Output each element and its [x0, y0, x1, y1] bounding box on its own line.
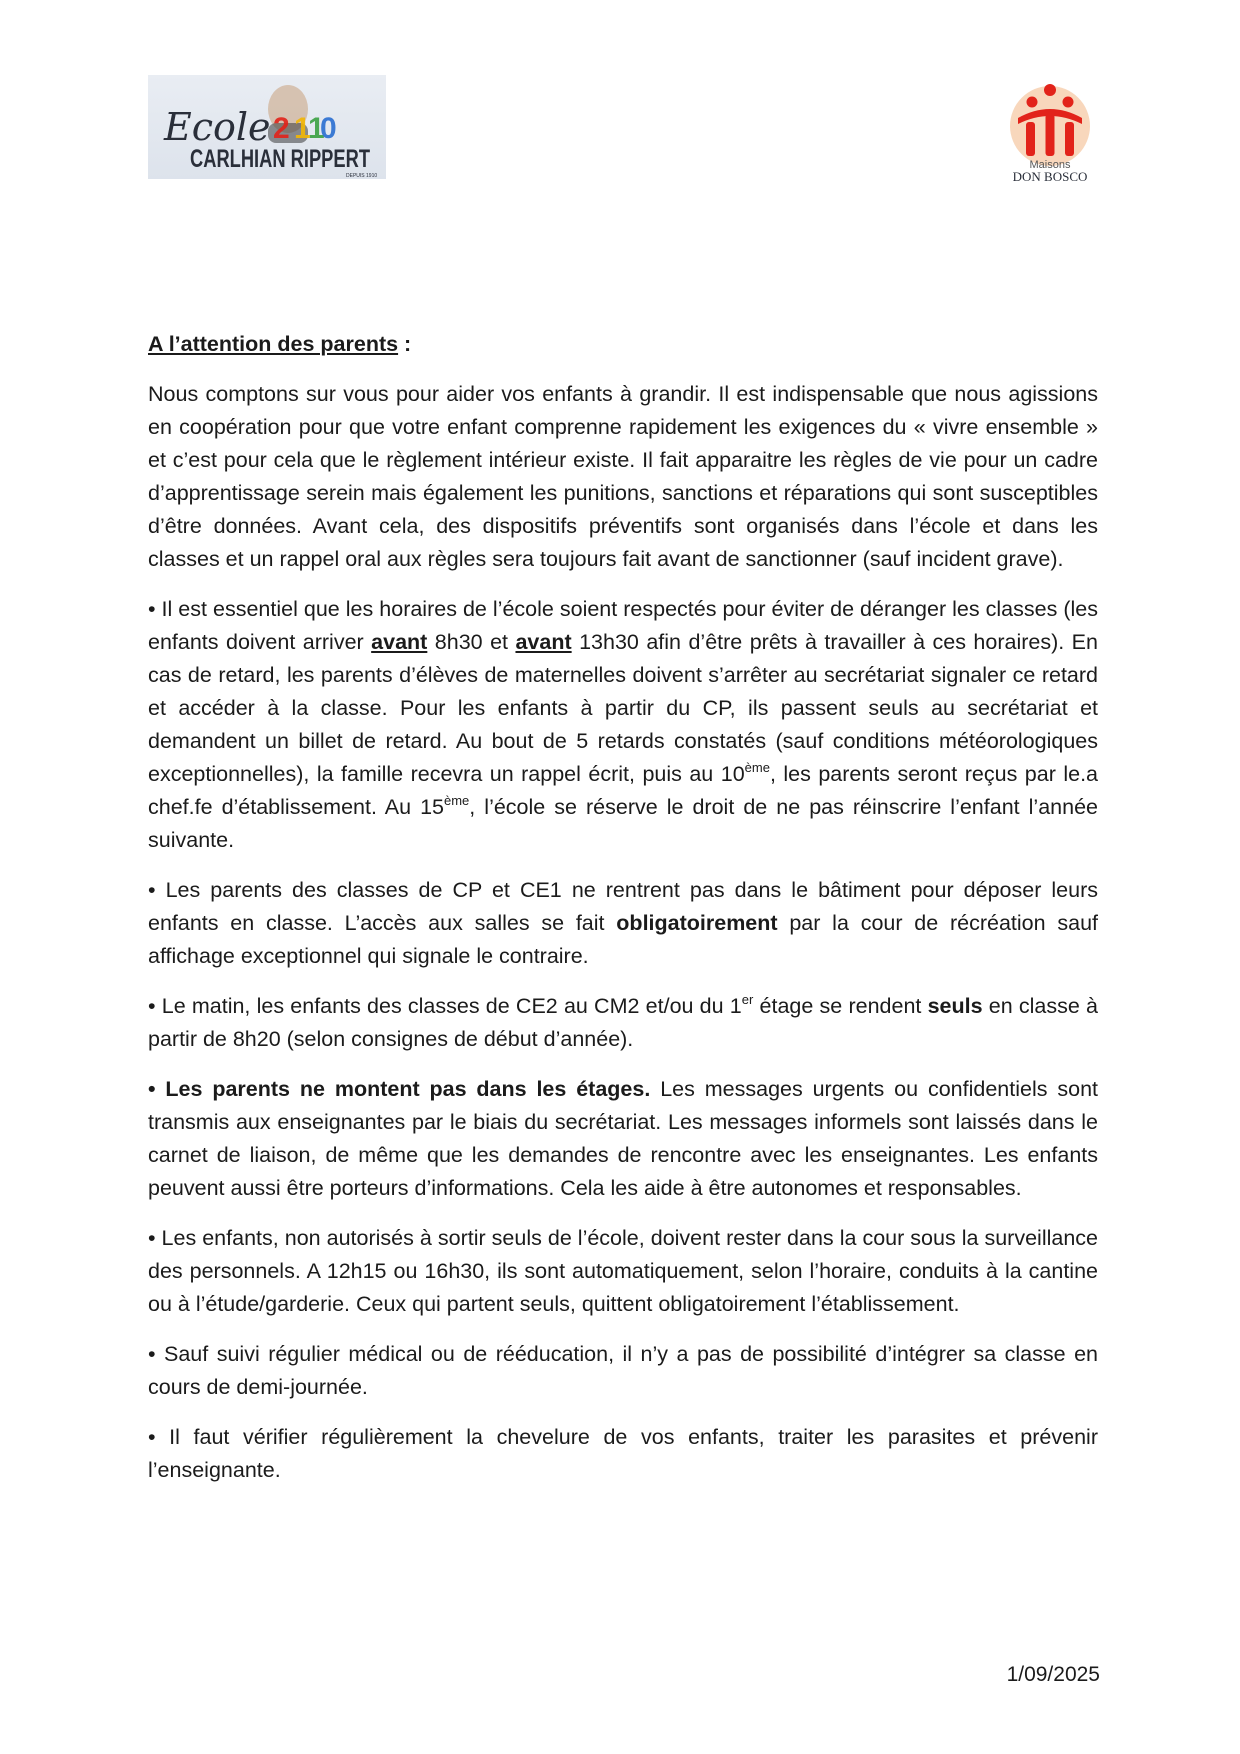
- rule-medical-paragraph: • Sauf suivi régulier médical ou de rééducation, il n’y a pas de possibilité d’intégrer sa classe en cours de demi-journée.: [148, 1342, 1098, 1399]
- logo-20-mark-2: 1: [294, 112, 311, 145]
- rule-horaires-avant-1: avant: [371, 630, 428, 654]
- figure-body-left: [1026, 122, 1035, 156]
- don-bosco-logo: [1000, 80, 1100, 185]
- figure-head-left: [1027, 97, 1038, 108]
- rule-matin-sup: er: [741, 992, 754, 1007]
- logo-script-text: Ecole: [164, 105, 271, 149]
- rule-matin-text-2: étage se rendent: [753, 994, 928, 1018]
- logo-20-mark-4: 0: [320, 112, 337, 145]
- rule-etages-text: Les messages urgents ou confidentiels sont transmis aux enseignantes par le biais du secrétariat. Les messages informels sont laissés dans le carnet de liaison, de même que les demandes de rencontre avec les enseignantes. Les enfants peuvent aussi être porteurs d’informations. Cela les aide à être autonomes et responsables.: [148, 1077, 1099, 1200]
- rule-horaires-sup-1: ème: [744, 760, 770, 775]
- rule-cp-ce1-paragraph: [148, 874, 1098, 973]
- logo-20-mark-3: 1: [308, 112, 325, 145]
- rule-cp-ce1-text-2: par la cour de récréation sauf affichage exceptionnel qui signale le contraire.: [148, 911, 1099, 968]
- logo-20-mark: 2: [273, 112, 290, 145]
- rule-etages-bold: • Les parents ne montent pas dans les étages.: [148, 1077, 651, 1101]
- figure-head-center: [1044, 84, 1056, 96]
- rule-sortie-paragraph: • Les enfants, non autorisés à sortir seuls de l’école, doivent rester dans la cour sous la surveillance des personnels. A 12h15 ou 16h30, ils sont automatiquement, selon l’horaire, conduits à la cantine ou à l’étude/garderie. Ceux qui partent seuls, quittent obligatoirement l’établissement.: [148, 1226, 1098, 1316]
- rule-matin-text-1: • Le matin, les enfants des classes de CE2 au CM2 et/ou du 1: [148, 994, 742, 1018]
- rule-etages-paragraph: [148, 1073, 1098, 1205]
- don-bosco-logo-graphic: [1000, 80, 1100, 185]
- logo-line1: Maisons: [1029, 159, 1071, 171]
- rule-chevelure-paragraph: • Il faut vérifier régulièrement la chevelure de vos enfants, traiter les parasites et prévenir l’enseignante.: [148, 1425, 1098, 1482]
- figure-body-right: [1065, 122, 1074, 156]
- figure-body-center: [1046, 114, 1055, 156]
- rule-horaires-paragraph: [148, 593, 1098, 857]
- rule-matin-bold: seuls: [927, 994, 983, 1018]
- rule-matin-paragraph: [148, 990, 1098, 1056]
- heading-text: A l’attention des parents: [148, 332, 399, 356]
- intro-paragraph: Nous comptons sur vous pour aider vos enfants à grandir. Il est indispensable que nous agissions en coopération pour que votre enfant comprenne rapidement les exigences du « vivre ensemble » et c’est pour cela que le règlement intérieur existe. Il fait apparaitre les règles de vie pour un cadre d’apprentissage serein mais également les punitions, sanctions et réparations qui sont susceptibles d’être données. Avant cela, des dispositifs préventifs sont organisés dans l’école et dans les classes et un rappel oral aux règles sera toujours fait avant de sanctionner (sauf incident grave).: [148, 382, 1098, 571]
- rule-horaires-text-5: , l’école se réserve le droit de ne pas réinscrire l’enfant l’année suivante.: [148, 795, 1098, 852]
- heading-suffix: :: [398, 332, 412, 356]
- letter-body: [148, 328, 1098, 1504]
- rule-horaires-avant-2: avant: [515, 630, 572, 654]
- figure-head-right: [1063, 97, 1074, 108]
- logo-line2: DON BOSCO: [1012, 169, 1088, 184]
- rule-horaires-text-3: 13h30 afin d’être prêts à travailler à ces horaires). En cas de retard, les parents d’élèves de maternelles doivent s’arrêter au secrétariat signaler ce retard et accéder à la classe. Pour les enfants à partir du CP, ils passent seuls au secrétariat et demandent un billet de retard. Au bout de 5 retards constatés (sauf conditions météorologiques exceptionnelles), la famille recevra un rappel écrit, puis au 10: [148, 630, 1098, 786]
- school-logo-graphic: [148, 75, 386, 179]
- rule-horaires-text-4: , les parents seront reçus par le.a chef.fe d’établissement. Au 15: [148, 762, 1098, 819]
- logo-name-text: CARLHIAN RIPPERT: [190, 145, 370, 173]
- rule-matin-text-3: en classe à partir de 8h20 (selon consignes de début d’année).: [148, 994, 1099, 1051]
- rule-horaires-sup-2: ème: [444, 793, 470, 808]
- page-title: [148, 328, 1098, 361]
- rule-horaires-text-1: • Il est essentiel que les horaires de l’école soient respectés pour éviter de déranger les classes (les enfants doivent arriver: [148, 597, 1098, 654]
- footer-date: 1/09/2025: [1006, 1663, 1100, 1686]
- rule-cp-ce1-text-1: • Les parents des classes de CP et CE1 ne rentrent pas dans le bâtiment pour déposer leurs enfants en classe. L’accès aux salles se fait: [148, 878, 1098, 935]
- rule-horaires-text-2: 8h30 et: [427, 630, 516, 654]
- school-logo: [148, 75, 386, 179]
- rule-cp-ce1-bold: obligatoirement: [616, 911, 778, 935]
- logo-since-text: DEPUIS 1910: [346, 173, 378, 179]
